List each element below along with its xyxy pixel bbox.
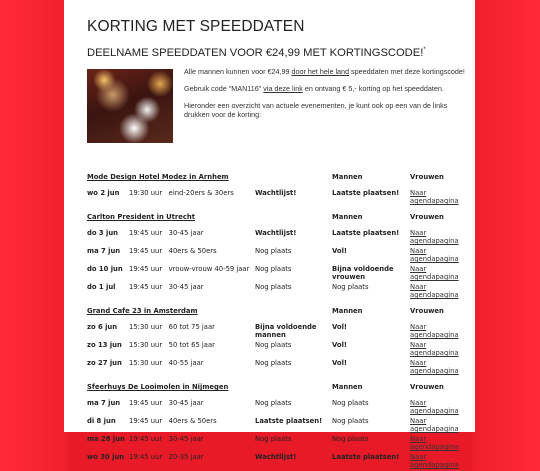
- event-row: [87, 265, 467, 283]
- event-time: 15:30 uur: [129, 341, 163, 349]
- event-age-group: 30-45 jaar: [168, 283, 204, 291]
- event-date: ma 28 jun: [87, 435, 125, 443]
- event-date: do 3 jun: [87, 229, 119, 237]
- event-age-group: 30-45 jaar: [168, 229, 204, 237]
- event-time: 19:45 uur: [129, 283, 163, 291]
- women-availability: Nog plaats: [332, 435, 369, 443]
- whole-country-link[interactable]: door het hele land: [291, 67, 350, 76]
- women-column-header: Vrouwen: [410, 173, 444, 181]
- subtitle-footnote-mark: *: [423, 47, 426, 53]
- men-column-header: Mannen: [332, 383, 363, 391]
- intro-text-2a: Gebruik code "MAN116": [184, 83, 264, 93]
- men-availability: Wachtlijst!: [255, 189, 297, 197]
- agenda-page-link[interactable]: Naar agendapagina: [410, 453, 459, 469]
- women-availability: Vol!: [332, 359, 348, 367]
- women-availability: Nog plaats: [332, 399, 369, 407]
- venue-header-row: [87, 381, 467, 399]
- agenda-page-link[interactable]: Naar agendapagina: [410, 435, 459, 451]
- event-time: 15:30 uur: [129, 359, 163, 367]
- women-column-header: Vrouwen: [410, 383, 444, 391]
- intro-text-2b: en ontvang € 5,- korting op het speeddaten.: [302, 83, 444, 93]
- agenda-link-cell: [410, 453, 467, 471]
- event-row: [87, 359, 467, 377]
- event-date: wo 30 jun: [87, 453, 125, 461]
- event-row: [87, 341, 467, 359]
- page-title: KORTING MET SPEEDDATEN: [87, 18, 305, 35]
- event-row: [87, 323, 467, 341]
- women-availability: Laatste plaatsen!: [332, 229, 400, 237]
- intro-paragraph-3: Hieronder een overzicht van actuele evenementen, je kunt ook op een van de links drukken voor de korting:: [184, 100, 448, 119]
- agenda-page-link[interactable]: Naar agendapagina: [410, 283, 459, 299]
- event-date: di 8 jun: [87, 417, 116, 425]
- event-time-age: [129, 417, 255, 435]
- event-age-group: 40ers & 50ers: [168, 417, 217, 425]
- event-date: ma 7 jun: [87, 399, 121, 407]
- venue-header-row: [87, 211, 467, 229]
- women-availability: Nog plaats: [332, 417, 369, 425]
- event-row: [87, 229, 467, 247]
- event-time: 19:45 uur: [129, 229, 163, 237]
- event-age-group: 60 tot 75 jaar: [168, 323, 215, 331]
- agenda-page-link[interactable]: Naar agendapagina: [410, 229, 459, 245]
- agenda-link-cell: [410, 323, 467, 341]
- men-availability: Nog plaats: [255, 247, 292, 255]
- event-time-age: [129, 247, 255, 265]
- event-age-group: 40-55 jaar: [168, 359, 204, 367]
- agenda-link-cell: [410, 247, 467, 265]
- events-table: [87, 171, 467, 471]
- event-time: 19:45 uur: [129, 417, 163, 425]
- event-date: ma 7 jun: [87, 247, 121, 255]
- event-row: [87, 283, 467, 301]
- event-row: [87, 453, 467, 471]
- event-row: [87, 247, 467, 265]
- men-availability: Nog plaats: [255, 265, 292, 273]
- agenda-page-link[interactable]: Naar agendapagina: [410, 417, 459, 433]
- event-time-age: [129, 435, 255, 453]
- women-column-header: Vrouwen: [410, 307, 444, 315]
- event-age-group: eind-20ers & 30ers: [168, 189, 234, 197]
- event-time: 19:45 uur: [129, 435, 163, 443]
- event-time: 19:30 uur: [129, 189, 163, 197]
- women-availability: Vol!: [332, 247, 348, 255]
- event-age-group: 50 tot 65 jaar: [168, 341, 215, 349]
- men-availability: Nog plaats: [255, 341, 292, 349]
- agenda-link-cell: [410, 341, 467, 359]
- women-availability: Laatste plaatsen!: [332, 453, 400, 461]
- subtitle-text: DEELNAME SPEEDDATEN VOOR €24,99 MET KORTINGSCODE!: [87, 47, 424, 59]
- agenda-page-link[interactable]: Naar agendapagina: [410, 359, 459, 375]
- venue-name[interactable]: Mode Design Hotel Modez in Arnhem: [87, 173, 229, 181]
- women-availability: Nog plaats: [332, 283, 369, 291]
- agenda-link-cell: [410, 283, 467, 301]
- event-date: zo 13 jun: [87, 341, 122, 349]
- event-row: [87, 189, 467, 207]
- men-column-header: Mannen: [332, 307, 363, 315]
- speeddate-photo: [87, 69, 173, 143]
- intro-text: [184, 67, 466, 127]
- event-time-age: [129, 453, 255, 471]
- women-availability: Vol!: [332, 323, 348, 331]
- event-time-age: [129, 341, 255, 359]
- event-row: [87, 399, 467, 417]
- agenda-link-cell: [410, 229, 467, 247]
- agenda-page-link[interactable]: Naar agendapagina: [410, 341, 459, 357]
- intro-text-1b: speeddaten met deze kortingscode!: [349, 67, 465, 76]
- event-time: 19:45 uur: [129, 399, 163, 407]
- event-time-age: [129, 359, 255, 377]
- venue-header-row: [87, 305, 467, 323]
- intro-paragraph-1: [184, 67, 466, 76]
- agenda-link-cell: [410, 265, 467, 283]
- men-availability: Wachtlijst!: [255, 229, 297, 237]
- men-availability: Nog plaats: [255, 283, 292, 291]
- men-availability: Bijna voldoende mannen: [255, 323, 317, 339]
- event-row: [87, 417, 467, 435]
- agenda-link-cell: [410, 435, 467, 453]
- event-time-age: [129, 265, 255, 283]
- event-age-group: 20-35 jaar: [168, 453, 204, 461]
- men-availability: Nog plaats: [255, 435, 292, 443]
- women-availability: Vol!: [332, 341, 348, 349]
- agenda-link-cell: [410, 359, 467, 377]
- discount-link[interactable]: via deze link: [263, 83, 303, 93]
- event-age-group: vrouw-vrouw 40-59 jaar: [168, 265, 250, 273]
- agenda-link-cell: [410, 399, 467, 417]
- event-age-group: 40ers & 50ers: [168, 247, 217, 255]
- event-date: do 10 jun: [87, 265, 123, 273]
- agenda-page-link[interactable]: Naar agendapagina: [410, 399, 459, 415]
- men-availability: Nog plaats: [255, 399, 292, 407]
- men-column-header: Mannen: [332, 213, 363, 221]
- women-column-header: Vrouwen: [410, 213, 444, 221]
- intro-text-1a: Alle mannen kunnen voor €24,99: [184, 67, 292, 76]
- agenda-page-link[interactable]: Naar agendapagina: [410, 323, 459, 339]
- event-age-group: 30-45 jaar: [168, 435, 204, 443]
- event-time: 19:45 uur: [129, 247, 163, 255]
- women-availability: Bijna voldoende vrouwen: [332, 265, 394, 281]
- men-availability: Nog plaats: [255, 359, 292, 367]
- men-availability: Laatste plaatsen!: [255, 417, 323, 425]
- venue-name[interactable]: Carlton President in Utrecht: [87, 213, 196, 221]
- event-time: 15:30 uur: [129, 323, 163, 331]
- event-age-group: 30-45 jaar: [168, 399, 204, 407]
- women-availability: Laatste plaatsen!: [332, 189, 400, 197]
- event-time-age: [129, 283, 255, 301]
- men-column-header: Mannen: [332, 173, 363, 181]
- agenda-link-cell: [410, 189, 467, 207]
- intro-paragraph-2: [184, 84, 466, 93]
- event-row: [87, 435, 467, 453]
- page-subtitle: [87, 47, 426, 59]
- event-time-age: [129, 399, 255, 417]
- agenda-page-link[interactable]: Naar agendapagina: [410, 189, 459, 205]
- venue-name[interactable]: Grand Cafe 23 in Amsterdam: [87, 307, 198, 315]
- venue-header-row: [87, 171, 467, 189]
- agenda-page-link[interactable]: Naar agendapagina: [410, 247, 459, 263]
- event-time-age: [129, 189, 255, 207]
- event-time-age: [129, 323, 255, 341]
- agenda-page-link[interactable]: Naar agendapagina: [410, 265, 459, 281]
- event-date: wo 2 jun: [87, 189, 120, 197]
- event-time: 19:45 uur: [129, 265, 163, 273]
- event-date: zo 27 jun: [87, 359, 122, 367]
- content-page: [64, 0, 475, 469]
- men-availability: Wachtlijst!: [255, 453, 297, 461]
- event-date: do 1 jul: [87, 283, 116, 291]
- event-date: zo 6 jun: [87, 323, 118, 331]
- event-time-age: [129, 229, 255, 247]
- venue-name[interactable]: Sfeerhuys De Looimolen in Nijmegen: [87, 383, 229, 391]
- event-time: 19:45 uur: [129, 453, 163, 461]
- agenda-link-cell: [410, 417, 467, 435]
